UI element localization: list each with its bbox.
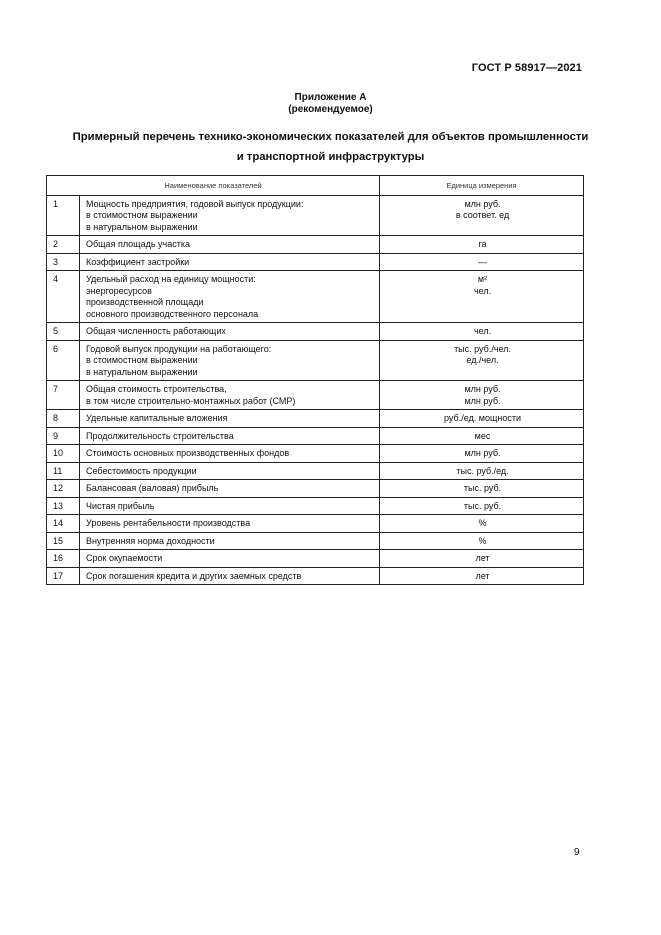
table-row [47,340,584,381]
row-number: 2 [47,236,80,254]
indicator-name-line: Коэффициент застройки [86,256,190,267]
indicator-name-line: основного производственного персонала [86,308,259,319]
indicator-name [80,195,380,236]
table-header-row [47,176,584,196]
indicator-unit-line: лет [475,553,490,563]
indicator-unit-line: млн руб. [464,198,501,209]
row-number: 13 [47,497,80,515]
table-row [47,410,584,428]
indicator-unit-line: м² [477,274,488,284]
indicator-unit-line: мес [474,430,491,441]
indicator-unit [380,410,584,428]
indicator-unit [380,480,584,498]
table-row [47,236,584,254]
indicator-name [80,323,380,341]
header-name: Наименование показателей [47,176,380,196]
indicator-unit [380,497,584,515]
table-row [47,271,584,323]
indicator-name [80,515,380,533]
indicator-name-line: Общая стоимость строительства, [86,384,227,394]
appendix-heading [0,92,661,116]
table-row [47,462,584,480]
indicator-unit-line: чел. [473,326,492,336]
indicator-name-line: в натуральном выражении [86,221,198,232]
row-number: 5 [47,323,80,341]
indicator-name-line: Мощность предприятия, годовой выпуск продукции: [86,198,304,209]
indicator-unit-line: тыс. руб./чел. [454,343,511,354]
indicator-unit [380,515,584,533]
page-title-line-2: и транспортной инфраструктуры [236,151,425,163]
indicator-name-line: в стоимостном выражении [86,355,198,365]
indicator-unit-line: млн руб. [464,384,501,394]
indicator-unit [380,340,584,381]
indicator-unit [380,532,584,550]
indicator-name-line: Балансовая (валовая) прибыль [86,483,219,493]
indicator-name-line: Удельные капитальные вложения [86,413,228,423]
indicator-name [80,567,380,585]
indicator-name-line: Внутренняя норма доходности [86,535,215,546]
indicator-unit-line: лет [475,570,490,581]
indicator-name [80,480,380,498]
indicator-unit-line: тыс. руб. [463,500,502,511]
table-row [47,323,584,341]
indicator-unit-line: млн руб. [464,395,501,406]
indicator-unit-line: чел. [473,285,492,296]
indicator-unit [380,462,584,480]
page-title-line-1: Примерный перечень технико-экономических показателей для объектов промышленности [72,131,589,143]
indicator-unit [380,381,584,410]
appendix-label: Приложение А [294,92,367,103]
row-number: 9 [47,427,80,445]
indicator-unit-line: руб./ед. мощности [444,413,521,423]
indicator-unit-line: % [478,535,487,546]
table-row [47,195,584,236]
indicator-name [80,462,380,480]
indicator-name-line: энергоресурсов [86,285,152,296]
table-row [47,497,584,515]
row-number: 14 [47,515,80,533]
row-number: 12 [47,480,80,498]
table-row [47,567,584,585]
indicator-name-line: Удельный расход на единицу мощности: [86,274,256,284]
table-row [47,253,584,271]
indicator-unit [380,445,584,463]
appendix-status: (рекомендуемое) [288,104,373,115]
indicator-name [80,550,380,568]
indicator-unit [380,195,584,236]
row-number: 8 [47,410,80,428]
indicator-name-line: Чистая прибыль [86,500,155,511]
table-row [47,381,584,410]
indicator-name-line: Общая численность работающих [86,326,226,336]
indicator-unit [380,323,584,341]
indicator-name-line: Уровень рентабельности производства [86,518,251,528]
indicator-unit-line: — [478,256,488,267]
page-title [46,127,615,167]
indicator-name-line: Себестоимость продукции [86,465,197,476]
indicator-name [80,236,380,254]
table-row [47,532,584,550]
indicator-name [80,445,380,463]
indicator-unit-line: в соответ. ед [455,210,510,220]
row-number: 3 [47,253,80,271]
indicator-name-line: Срок окупаемости [86,553,163,563]
table-row [47,550,584,568]
indicator-unit-line: % [478,518,487,528]
header-unit: Единица измерения [380,176,584,196]
row-number: 10 [47,445,80,463]
standard-code: ГОСТ Р 58917—2021 [471,62,582,74]
indicator-name-line: Срок погашения кредита и других заемных средств [86,570,302,581]
table-row [47,480,584,498]
indicators-table [46,175,584,585]
indicator-name-line: в том числе строительно-монтажных работ (СМР) [86,395,296,406]
indicator-unit-line: тыс. руб./ед. [456,465,509,476]
indicator-unit-line: тыс. руб. [463,483,502,493]
indicator-name [80,532,380,550]
table-row [47,515,584,533]
indicator-name [80,497,380,515]
page-number: 9 [574,847,580,858]
indicator-name [80,340,380,381]
indicator-name-line: в стоимостном выражении [86,210,198,220]
row-number: 7 [47,381,80,410]
indicator-unit [380,550,584,568]
row-number: 16 [47,550,80,568]
row-number: 1 [47,195,80,236]
indicator-name [80,410,380,428]
indicator-unit-line: ед./чел. [466,355,499,365]
table-body [47,195,584,585]
indicator-name-line: Общая площадь участка [86,239,190,249]
indicator-name [80,427,380,445]
row-number: 6 [47,340,80,381]
indicator-name [80,271,380,323]
indicator-unit-line: млн руб. [464,448,501,458]
indicator-unit-line: га [478,239,487,249]
indicator-name-line: Продолжительность строительства [86,430,234,441]
indicator-name-line: в натуральном выражении [86,366,198,377]
row-number: 17 [47,567,80,585]
table-row [47,445,584,463]
indicator-unit [380,271,584,323]
row-number: 11 [47,462,80,480]
indicator-name-line: Годовой выпуск продукции на работающего: [86,343,272,354]
indicator-name [80,381,380,410]
indicator-unit [380,253,584,271]
indicator-name-line: производственной площади [86,297,204,307]
row-number: 4 [47,271,80,323]
indicator-name-line: Стоимость основных производственных фондов [86,448,290,458]
indicator-unit [380,567,584,585]
indicator-unit [380,427,584,445]
indicator-unit [380,236,584,254]
row-number: 15 [47,532,80,550]
table-row [47,427,584,445]
indicator-name [80,253,380,271]
